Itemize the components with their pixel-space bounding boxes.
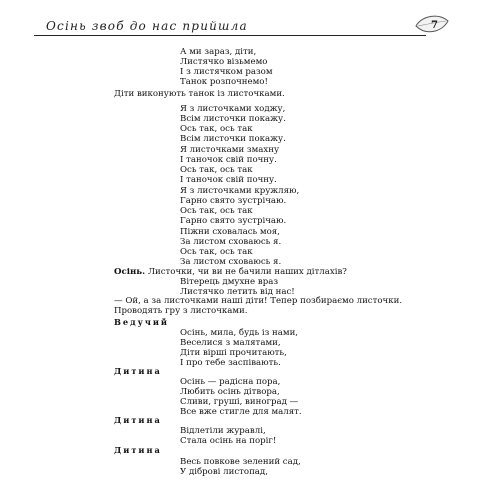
verse-line: Я з листочками ходжу, — [180, 104, 286, 114]
verse-line: За листом сховаюсь я. — [180, 257, 282, 267]
running-title: Осінь звоб до нас прийшла — [46, 19, 248, 33]
verse-line: Діти вірші прочитають, — [180, 348, 287, 358]
verse-line: Гарно свято зустрічаю. — [180, 216, 287, 226]
verse-line: Всім листочки покажу. — [180, 114, 286, 124]
speaker-label: Дитина — [114, 366, 162, 376]
speaker-label: Дитина — [114, 445, 162, 455]
verse-line: Осінь — радісна пора, — [180, 377, 281, 387]
verse-line: Весь повкове зелений сад, — [180, 457, 301, 467]
verse-line: Всім листочки покажу. — [180, 134, 286, 144]
verse-line: А ми зараз, діти, — [180, 47, 257, 57]
verse-line: Піжни сховалась моя, — [180, 227, 280, 237]
verse-line: Стала осінь на поріг! — [180, 436, 277, 446]
verse-line: Веселися з малятами, — [180, 338, 281, 348]
verse-line: Я з листочками кружляю, — [180, 186, 300, 196]
stage-direction: Діти виконують танок із листочками. — [114, 89, 285, 99]
verse-line: Любить осінь дітвора, — [180, 387, 280, 397]
speaker-label: Дитина — [114, 415, 162, 425]
dialogue-text: Листочки, чи ви не бачили наших дітлахів? — [147, 267, 347, 277]
verse-line: Я листочками змахну — [180, 145, 280, 155]
verse-line: Гарно свято зустрічаю. — [180, 196, 287, 206]
dialogue-line — [114, 267, 347, 278]
verse-line: І таночок свій почну. — [180, 155, 277, 165]
verse-line: У діброві листопад, — [180, 467, 268, 477]
verse-line: І з листячком разом — [180, 67, 273, 77]
verse-line: Ось так, ось так — [180, 165, 253, 175]
verse-line: Ось так, ось так — [180, 206, 253, 216]
verse-line: Все вже стигле для малят. — [180, 407, 302, 417]
verse-line: Сливи, груші, виноград — — [180, 397, 299, 407]
verse-line: Вітерець дмухне враз — [180, 277, 279, 287]
stage-direction: — Ой, а за листочками наші діти! Тепер позбираємо листочки. — [114, 296, 403, 306]
stage-direction: Проводять гру з листочками. — [114, 306, 248, 316]
verse-line: Осінь, мила, будь із нами, — [180, 328, 299, 338]
verse-line: Листячко візьмемо — [180, 57, 268, 67]
verse-line: За листом сховаюсь я. — [180, 237, 282, 247]
verse-line: Ось так, ось так — [180, 124, 253, 134]
verse-line: Відлетіли журавлі, — [180, 426, 266, 436]
verse-line: Танок розпочнемо! — [180, 77, 268, 87]
speaker-label: Ведучий — [114, 317, 169, 327]
speaker-name: Осінь. — [114, 267, 146, 277]
verse-line: Листячко летить від нас! — [180, 287, 295, 297]
verse-line: І таночок свій почну. — [180, 175, 277, 185]
verse-line: І про тебе заспівають. — [180, 358, 281, 368]
verse-line: Ось так, ось так — [180, 247, 253, 257]
page-number: 7 — [431, 20, 438, 31]
